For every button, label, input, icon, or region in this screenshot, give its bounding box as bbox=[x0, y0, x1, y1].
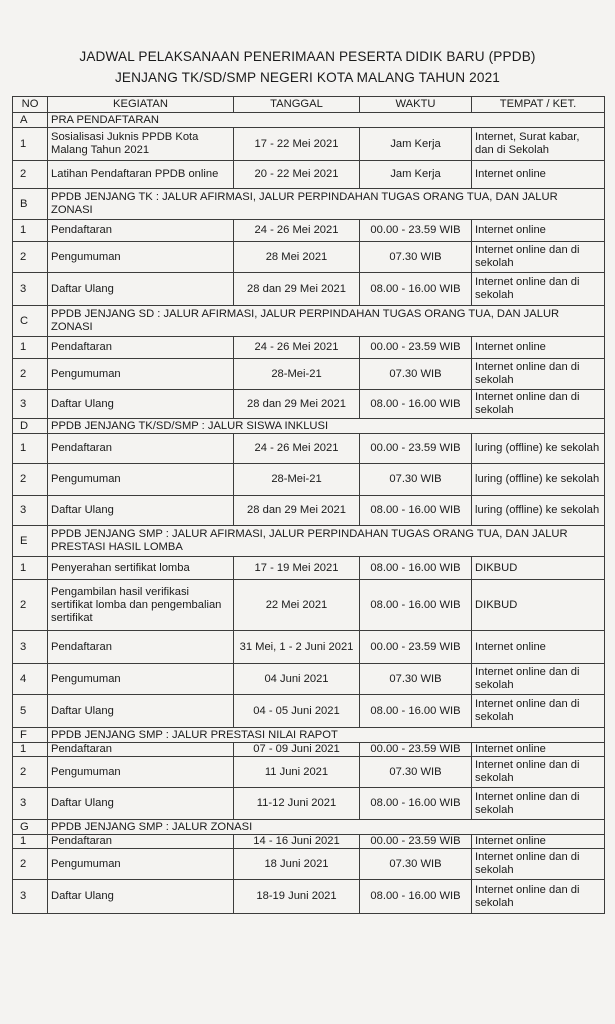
row-tempat: Internet online bbox=[472, 631, 605, 664]
row-kegiatan: Pengumuman bbox=[48, 464, 234, 496]
section-letter: F bbox=[13, 728, 48, 743]
row-waktu: 08.00 - 16.00 WIB bbox=[360, 557, 472, 580]
table-row bbox=[13, 220, 605, 242]
header-waktu: WAKTU bbox=[360, 97, 472, 113]
section-letter: A bbox=[13, 113, 48, 128]
table-row bbox=[13, 464, 605, 496]
row-tanggal: 24 - 26 Mei 2021 bbox=[234, 434, 360, 464]
row-tanggal: 11 Juni 2021 bbox=[234, 757, 360, 788]
document-title bbox=[0, 46, 615, 88]
row-tempat: luring (offline) ke sekolah bbox=[472, 434, 605, 464]
row-tempat: Internet online bbox=[472, 337, 605, 359]
row-tempat: Internet online dan di sekolah bbox=[472, 273, 605, 306]
row-number: 2 bbox=[13, 580, 48, 631]
row-tempat: Internet online bbox=[472, 161, 605, 189]
row-kegiatan: Latihan Pendaftaran PPDB online bbox=[48, 161, 234, 189]
row-number: 3 bbox=[13, 880, 48, 914]
row-tanggal: 18-19 Juni 2021 bbox=[234, 880, 360, 914]
row-waktu: 08.00 - 16.00 WIB bbox=[360, 496, 472, 526]
header-kegiatan: KEGIATAN bbox=[48, 97, 234, 113]
header-tanggal: TANGGAL bbox=[234, 97, 360, 113]
row-kegiatan: Sosialisasi Juknis PPDB Kota Malang Tahun 2021 bbox=[48, 128, 234, 161]
row-tanggal: 18 Juni 2021 bbox=[234, 849, 360, 880]
row-tanggal: 28-Mei-21 bbox=[234, 359, 360, 390]
row-waktu: 00.00 - 23.59 WIB bbox=[360, 434, 472, 464]
row-tanggal: 07 - 09 Juni 2021 bbox=[234, 743, 360, 757]
section-title: PPDB JENJANG SMP : JALUR AFIRMASI, JALUR PERPINDAHAN TUGAS ORANG TUA, DAN JALUR PRESTASI HASIL LOMBA bbox=[48, 526, 605, 557]
section-letter: C bbox=[13, 306, 48, 337]
row-waktu: 00.00 - 23.59 WIB bbox=[360, 337, 472, 359]
section-letter: G bbox=[13, 820, 48, 835]
row-tempat: Internet, Surat kabar, dan di Sekolah bbox=[472, 128, 605, 161]
row-tempat: Internet online dan di sekolah bbox=[472, 788, 605, 820]
table-row bbox=[13, 835, 605, 849]
row-number: 1 bbox=[13, 337, 48, 359]
row-tanggal: 17 - 19 Mei 2021 bbox=[234, 557, 360, 580]
section-title: PRA PENDAFTARAN bbox=[48, 113, 605, 128]
row-tanggal: 31 Mei, 1 - 2 Juni 2021 bbox=[234, 631, 360, 664]
section-letter: D bbox=[13, 419, 48, 434]
section-title: PPDB JENJANG TK : JALUR AFIRMASI, JALUR PERPINDAHAN TUGAS ORANG TUA, DAN JALUR ZONASI bbox=[48, 189, 605, 220]
table-row bbox=[13, 849, 605, 880]
row-waktu: 07.30 WIB bbox=[360, 757, 472, 788]
row-number: 3 bbox=[13, 390, 48, 419]
row-number: 1 bbox=[13, 557, 48, 580]
row-number: 3 bbox=[13, 631, 48, 664]
table-row bbox=[13, 337, 605, 359]
row-number: 2 bbox=[13, 849, 48, 880]
table-row bbox=[13, 695, 605, 728]
row-tempat: Internet online bbox=[472, 220, 605, 242]
section-row bbox=[13, 820, 605, 835]
table-row bbox=[13, 631, 605, 664]
table-row bbox=[13, 434, 605, 464]
section-letter: B bbox=[13, 189, 48, 220]
table-row bbox=[13, 273, 605, 306]
row-number: 2 bbox=[13, 757, 48, 788]
row-tempat: luring (offline) ke sekolah bbox=[472, 464, 605, 496]
table-row bbox=[13, 788, 605, 820]
row-kegiatan: Pendaftaran bbox=[48, 835, 234, 849]
row-waktu: 07.30 WIB bbox=[360, 664, 472, 695]
row-tanggal: 24 - 26 Mei 2021 bbox=[234, 337, 360, 359]
row-tanggal: 22 Mei 2021 bbox=[234, 580, 360, 631]
row-number: 5 bbox=[13, 695, 48, 728]
table-row bbox=[13, 664, 605, 695]
row-number: 3 bbox=[13, 273, 48, 306]
table-row bbox=[13, 557, 605, 580]
row-kegiatan: Pengambilan hasil verifikasi sertifikat lomba dan pengembalian sertifikat bbox=[48, 580, 234, 631]
row-tanggal: 28 dan 29 Mei 2021 bbox=[234, 496, 360, 526]
row-kegiatan: Pendaftaran bbox=[48, 743, 234, 757]
table-row bbox=[13, 242, 605, 273]
header-tempat: TEMPAT / KET. bbox=[472, 97, 605, 113]
row-tanggal: 20 - 22 Mei 2021 bbox=[234, 161, 360, 189]
section-title: PPDB JENJANG SD : JALUR AFIRMASI, JALUR PERPINDAHAN TUGAS ORANG TUA, DAN JALUR ZONASI bbox=[48, 306, 605, 337]
row-tempat: Internet online dan di sekolah bbox=[472, 390, 605, 419]
row-number: 3 bbox=[13, 788, 48, 820]
row-waktu: 07.30 WIB bbox=[360, 359, 472, 390]
row-tanggal: 17 - 22 Mei 2021 bbox=[234, 128, 360, 161]
row-kegiatan: Daftar Ulang bbox=[48, 390, 234, 419]
row-tempat: DIKBUD bbox=[472, 557, 605, 580]
section-row bbox=[13, 113, 605, 128]
row-tempat: Internet online dan di sekolah bbox=[472, 359, 605, 390]
row-tempat: Internet online bbox=[472, 835, 605, 849]
row-kegiatan: Pengumuman bbox=[48, 242, 234, 273]
title-line-1: JADWAL PELAKSANAAN PENERIMAAN PESERTA DIDIK BARU (PPDB) bbox=[79, 49, 536, 64]
row-tempat: Internet online bbox=[472, 743, 605, 757]
row-number: 4 bbox=[13, 664, 48, 695]
section-row bbox=[13, 189, 605, 220]
table-row bbox=[13, 757, 605, 788]
table-row bbox=[13, 390, 605, 419]
section-title: PPDB JENJANG SMP : JALUR ZONASI bbox=[48, 820, 605, 835]
schedule-table-body bbox=[13, 97, 605, 914]
header-no: NO bbox=[13, 97, 48, 113]
row-kegiatan: Pendaftaran bbox=[48, 434, 234, 464]
row-kegiatan: Pengumuman bbox=[48, 849, 234, 880]
row-waktu: 00.00 - 23.59 WIB bbox=[360, 743, 472, 757]
section-letter: E bbox=[13, 526, 48, 557]
row-tanggal: 28 dan 29 Mei 2021 bbox=[234, 390, 360, 419]
table-row bbox=[13, 161, 605, 189]
row-waktu: 08.00 - 16.00 WIB bbox=[360, 695, 472, 728]
row-waktu: 00.00 - 23.59 WIB bbox=[360, 835, 472, 849]
row-number: 1 bbox=[13, 743, 48, 757]
row-tanggal: 04 Juni 2021 bbox=[234, 664, 360, 695]
row-kegiatan: Daftar Ulang bbox=[48, 788, 234, 820]
section-row bbox=[13, 526, 605, 557]
row-waktu: 00.00 - 23.59 WIB bbox=[360, 220, 472, 242]
row-waktu: 08.00 - 16.00 WIB bbox=[360, 880, 472, 914]
row-waktu: 08.00 - 16.00 WIB bbox=[360, 273, 472, 306]
row-tanggal: 14 - 16 Juni 2021 bbox=[234, 835, 360, 849]
row-kegiatan: Pengumuman bbox=[48, 757, 234, 788]
row-waktu: 08.00 - 16.00 WIB bbox=[360, 390, 472, 419]
section-row bbox=[13, 419, 605, 434]
row-kegiatan: Pendaftaran bbox=[48, 631, 234, 664]
row-number: 1 bbox=[13, 220, 48, 242]
row-waktu: 07.30 WIB bbox=[360, 464, 472, 496]
table-row bbox=[13, 880, 605, 914]
row-waktu: 08.00 - 16.00 WIB bbox=[360, 580, 472, 631]
table-row bbox=[13, 743, 605, 757]
row-tanggal: 24 - 26 Mei 2021 bbox=[234, 220, 360, 242]
row-tanggal: 04 - 05 Juni 2021 bbox=[234, 695, 360, 728]
row-waktu: Jam Kerja bbox=[360, 128, 472, 161]
row-waktu: 07.30 WIB bbox=[360, 242, 472, 273]
row-kegiatan: Penyerahan sertifikat lomba bbox=[48, 557, 234, 580]
row-number: 2 bbox=[13, 464, 48, 496]
schedule-table bbox=[12, 96, 605, 914]
table-row bbox=[13, 580, 605, 631]
row-waktu: 00.00 - 23.59 WIB bbox=[360, 631, 472, 664]
row-tempat: Internet online dan di sekolah bbox=[472, 757, 605, 788]
row-tempat: Internet online dan di sekolah bbox=[472, 664, 605, 695]
row-number: 2 bbox=[13, 242, 48, 273]
row-tempat: Internet online dan di sekolah bbox=[472, 695, 605, 728]
row-number: 2 bbox=[13, 359, 48, 390]
row-number: 3 bbox=[13, 496, 48, 526]
row-number: 1 bbox=[13, 128, 48, 161]
table-header-row bbox=[13, 97, 605, 113]
row-number: 1 bbox=[13, 434, 48, 464]
row-kegiatan: Daftar Ulang bbox=[48, 496, 234, 526]
row-tanggal: 11-12 Juni 2021 bbox=[234, 788, 360, 820]
section-row bbox=[13, 728, 605, 743]
row-kegiatan: Pengumuman bbox=[48, 359, 234, 390]
row-tanggal: 28 dan 29 Mei 2021 bbox=[234, 273, 360, 306]
row-kegiatan: Daftar Ulang bbox=[48, 273, 234, 306]
section-title: PPDB JENJANG TK/SD/SMP : JALUR SISWA INKLUSI bbox=[48, 419, 605, 434]
row-tanggal: 28 Mei 2021 bbox=[234, 242, 360, 273]
table-row bbox=[13, 128, 605, 161]
title-line-2: JENJANG TK/SD/SMP NEGERI KOTA MALANG TAHUN 2021 bbox=[114, 70, 500, 85]
row-tanggal: 28-Mei-21 bbox=[234, 464, 360, 496]
row-kegiatan: Pendaftaran bbox=[48, 337, 234, 359]
table-row bbox=[13, 359, 605, 390]
row-waktu: 08.00 - 16.00 WIB bbox=[360, 788, 472, 820]
row-waktu: Jam Kerja bbox=[360, 161, 472, 189]
row-waktu: 07.30 WIB bbox=[360, 849, 472, 880]
row-number: 2 bbox=[13, 161, 48, 189]
table-row bbox=[13, 496, 605, 526]
section-title: PPDB JENJANG SMP : JALUR PRESTASI NILAI RAPOT bbox=[48, 728, 605, 743]
row-kegiatan: Daftar Ulang bbox=[48, 880, 234, 914]
row-tempat: luring (offline) ke sekolah bbox=[472, 496, 605, 526]
section-row bbox=[13, 306, 605, 337]
row-tempat: DIKBUD bbox=[472, 580, 605, 631]
row-tempat: Internet online dan di sekolah bbox=[472, 849, 605, 880]
row-tempat: Internet online dan di sekolah bbox=[472, 242, 605, 273]
row-kegiatan: Pendaftaran bbox=[48, 220, 234, 242]
row-kegiatan: Daftar Ulang bbox=[48, 695, 234, 728]
row-number: 1 bbox=[13, 835, 48, 849]
row-tempat: Internet online dan di sekolah bbox=[472, 880, 605, 914]
row-kegiatan: Pengumuman bbox=[48, 664, 234, 695]
